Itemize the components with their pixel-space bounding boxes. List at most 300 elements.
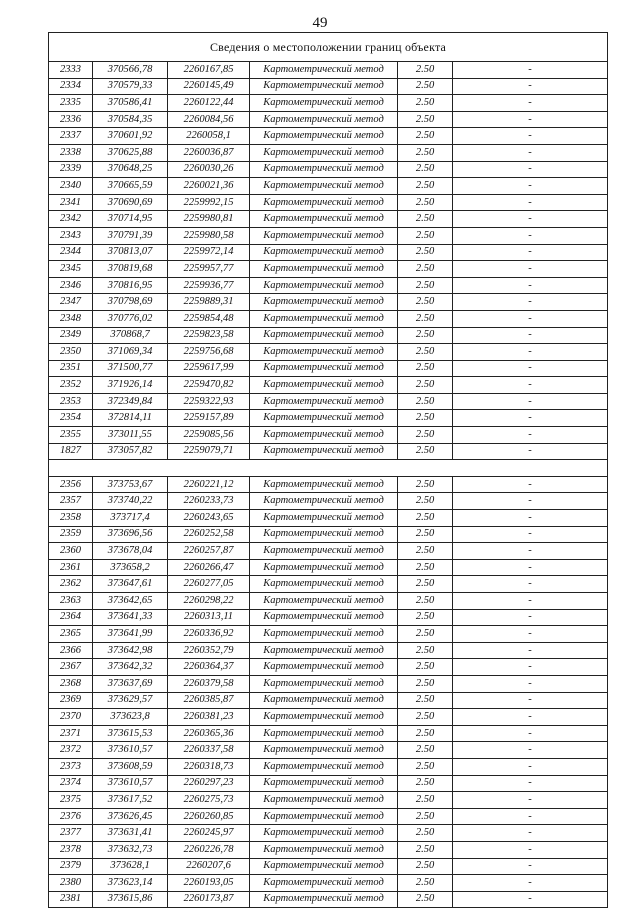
y-coordinate-cell: 2259617,99 bbox=[168, 360, 250, 377]
table-row bbox=[49, 725, 608, 742]
description-cell: - bbox=[453, 493, 608, 510]
section-separator-row bbox=[49, 460, 608, 477]
description-cell: - bbox=[453, 891, 608, 908]
accuracy-cell: 2.50 bbox=[398, 493, 453, 510]
determination-method-cell: Картометрический метод bbox=[250, 476, 398, 493]
accuracy-cell: 2.50 bbox=[398, 410, 453, 427]
y-coordinate-cell: 2260252,58 bbox=[168, 526, 250, 543]
point-number-cell: 2349 bbox=[49, 327, 93, 344]
table-row bbox=[49, 808, 608, 825]
determination-method-cell: Картометрический метод bbox=[250, 443, 398, 460]
x-coordinate-cell: 372814,11 bbox=[93, 410, 168, 427]
determination-method-cell: Картометрический метод bbox=[250, 111, 398, 128]
table-row bbox=[49, 510, 608, 527]
point-number-cell: 2357 bbox=[49, 493, 93, 510]
table-row bbox=[49, 62, 608, 79]
description-cell: - bbox=[453, 808, 608, 825]
point-number-cell: 2333 bbox=[49, 62, 93, 79]
accuracy-cell: 2.50 bbox=[398, 443, 453, 460]
y-coordinate-cell: 2259470,82 bbox=[168, 377, 250, 394]
table-row bbox=[49, 410, 608, 427]
table-row bbox=[49, 609, 608, 626]
point-number-cell: 2380 bbox=[49, 875, 93, 892]
table-row bbox=[49, 891, 608, 908]
determination-method-cell: Картометрический метод bbox=[250, 277, 398, 294]
x-coordinate-cell: 370648,25 bbox=[93, 161, 168, 178]
determination-method-cell: Картометрический метод bbox=[250, 128, 398, 145]
y-coordinate-cell: 2260226,78 bbox=[168, 841, 250, 858]
point-number-cell: 2345 bbox=[49, 261, 93, 278]
point-number-cell: 2340 bbox=[49, 178, 93, 195]
determination-method-cell: Картометрический метод bbox=[250, 526, 398, 543]
y-coordinate-cell: 2260058,1 bbox=[168, 128, 250, 145]
table-row bbox=[49, 593, 608, 610]
table-row bbox=[49, 526, 608, 543]
point-number-cell: 2374 bbox=[49, 775, 93, 792]
y-coordinate-cell: 2260266,47 bbox=[168, 559, 250, 576]
determination-method-cell: Картометрический метод bbox=[250, 841, 398, 858]
description-cell: - bbox=[453, 775, 608, 792]
x-coordinate-cell: 370791,39 bbox=[93, 227, 168, 244]
determination-method-cell: Картометрический метод bbox=[250, 742, 398, 759]
description-cell: - bbox=[453, 128, 608, 145]
y-coordinate-cell: 2260207,6 bbox=[168, 858, 250, 875]
x-coordinate-cell: 373642,65 bbox=[93, 593, 168, 610]
table-row bbox=[49, 559, 608, 576]
table-row bbox=[49, 277, 608, 294]
table-row bbox=[49, 178, 608, 195]
description-cell: - bbox=[453, 526, 608, 543]
y-coordinate-cell: 2260277,05 bbox=[168, 576, 250, 593]
point-number-cell: 2353 bbox=[49, 393, 93, 410]
table-row bbox=[49, 194, 608, 211]
y-coordinate-cell: 2260318,73 bbox=[168, 758, 250, 775]
table-row bbox=[49, 344, 608, 361]
x-coordinate-cell: 373628,1 bbox=[93, 858, 168, 875]
accuracy-cell: 2.50 bbox=[398, 211, 453, 228]
accuracy-cell: 2.50 bbox=[398, 62, 453, 79]
table-row bbox=[49, 875, 608, 892]
determination-method-cell: Картометрический метод bbox=[250, 510, 398, 527]
y-coordinate-cell: 2260233,73 bbox=[168, 493, 250, 510]
x-coordinate-cell: 370868,7 bbox=[93, 327, 168, 344]
y-coordinate-cell: 2260337,58 bbox=[168, 742, 250, 759]
description-cell: - bbox=[453, 659, 608, 676]
y-coordinate-cell: 2260193,05 bbox=[168, 875, 250, 892]
description-cell: - bbox=[453, 543, 608, 560]
accuracy-cell: 2.50 bbox=[398, 227, 453, 244]
table-row bbox=[49, 111, 608, 128]
accuracy-cell: 2.50 bbox=[398, 709, 453, 726]
x-coordinate-cell: 373632,73 bbox=[93, 841, 168, 858]
y-coordinate-cell: 2259079,71 bbox=[168, 443, 250, 460]
x-coordinate-cell: 373610,57 bbox=[93, 775, 168, 792]
x-coordinate-cell: 370690,69 bbox=[93, 194, 168, 211]
point-number-cell: 2354 bbox=[49, 410, 93, 427]
y-coordinate-cell: 2259992,15 bbox=[168, 194, 250, 211]
determination-method-cell: Картометрический метод bbox=[250, 344, 398, 361]
description-cell: - bbox=[453, 261, 608, 278]
determination-method-cell: Картометрический метод bbox=[250, 675, 398, 692]
point-number-cell: 2338 bbox=[49, 144, 93, 161]
y-coordinate-cell: 2260297,23 bbox=[168, 775, 250, 792]
x-coordinate-cell: 373740,22 bbox=[93, 493, 168, 510]
accuracy-cell: 2.50 bbox=[398, 310, 453, 327]
accuracy-cell: 2.50 bbox=[398, 875, 453, 892]
point-number-cell: 2378 bbox=[49, 841, 93, 858]
x-coordinate-cell: 373647,61 bbox=[93, 576, 168, 593]
point-number-cell: 2362 bbox=[49, 576, 93, 593]
y-coordinate-cell: 2260381,23 bbox=[168, 709, 250, 726]
table-row bbox=[49, 642, 608, 659]
point-number-cell: 2366 bbox=[49, 642, 93, 659]
x-coordinate-cell: 370579,33 bbox=[93, 78, 168, 95]
x-coordinate-cell: 370819,68 bbox=[93, 261, 168, 278]
x-coordinate-cell: 371500,77 bbox=[93, 360, 168, 377]
table-row bbox=[49, 841, 608, 858]
description-cell: - bbox=[453, 344, 608, 361]
point-number-cell: 2360 bbox=[49, 543, 93, 560]
description-cell: - bbox=[453, 360, 608, 377]
x-coordinate-cell: 370665,59 bbox=[93, 178, 168, 195]
accuracy-cell: 2.50 bbox=[398, 792, 453, 809]
accuracy-cell: 2.50 bbox=[398, 344, 453, 361]
x-coordinate-cell: 370776,02 bbox=[93, 310, 168, 327]
description-cell: - bbox=[453, 875, 608, 892]
point-number-cell: 2350 bbox=[49, 344, 93, 361]
y-coordinate-cell: 2260036,87 bbox=[168, 144, 250, 161]
y-coordinate-cell: 2260167,85 bbox=[168, 62, 250, 79]
table-row bbox=[49, 675, 608, 692]
description-cell: - bbox=[453, 178, 608, 195]
x-coordinate-cell: 370813,07 bbox=[93, 244, 168, 261]
y-coordinate-cell: 2260021,36 bbox=[168, 178, 250, 195]
x-coordinate-cell: 373678,04 bbox=[93, 543, 168, 560]
boundary-coordinates-table bbox=[48, 32, 608, 908]
table-row bbox=[49, 211, 608, 228]
accuracy-cell: 2.50 bbox=[398, 841, 453, 858]
accuracy-cell: 2.50 bbox=[398, 161, 453, 178]
determination-method-cell: Картометрический метод bbox=[250, 725, 398, 742]
accuracy-cell: 2.50 bbox=[398, 294, 453, 311]
table-row bbox=[49, 294, 608, 311]
y-coordinate-cell: 2260385,87 bbox=[168, 692, 250, 709]
description-cell: - bbox=[453, 277, 608, 294]
accuracy-cell: 2.50 bbox=[398, 758, 453, 775]
y-coordinate-cell: 2259972,14 bbox=[168, 244, 250, 261]
point-number-cell: 1827 bbox=[49, 443, 93, 460]
description-cell: - bbox=[453, 559, 608, 576]
table-row bbox=[49, 261, 608, 278]
y-coordinate-cell: 2259936,77 bbox=[168, 277, 250, 294]
determination-method-cell: Картометрический метод bbox=[250, 194, 398, 211]
accuracy-cell: 2.50 bbox=[398, 327, 453, 344]
description-cell: - bbox=[453, 78, 608, 95]
table-title: Сведения о местоположении границ объекта bbox=[49, 33, 608, 62]
point-number-cell: 2341 bbox=[49, 194, 93, 211]
section-separator-cell bbox=[49, 460, 608, 477]
table-row bbox=[49, 327, 608, 344]
accuracy-cell: 2.50 bbox=[398, 692, 453, 709]
y-coordinate-cell: 2259980,81 bbox=[168, 211, 250, 228]
point-number-cell: 2355 bbox=[49, 427, 93, 444]
y-coordinate-cell: 2259322,93 bbox=[168, 393, 250, 410]
table-row bbox=[49, 476, 608, 493]
description-cell: - bbox=[453, 410, 608, 427]
determination-method-cell: Картометрический метод bbox=[250, 261, 398, 278]
x-coordinate-cell: 373626,45 bbox=[93, 808, 168, 825]
determination-method-cell: Картометрический метод bbox=[250, 659, 398, 676]
determination-method-cell: Картометрический метод bbox=[250, 543, 398, 560]
table-row bbox=[49, 427, 608, 444]
x-coordinate-cell: 373631,41 bbox=[93, 825, 168, 842]
y-coordinate-cell: 2260365,36 bbox=[168, 725, 250, 742]
table-row bbox=[49, 543, 608, 560]
determination-method-cell: Картометрический метод bbox=[250, 178, 398, 195]
description-cell: - bbox=[453, 310, 608, 327]
description-cell: - bbox=[453, 211, 608, 228]
accuracy-cell: 2.50 bbox=[398, 725, 453, 742]
description-cell: - bbox=[453, 227, 608, 244]
table-row bbox=[49, 493, 608, 510]
point-number-cell: 2375 bbox=[49, 792, 93, 809]
determination-method-cell: Картометрический метод bbox=[250, 493, 398, 510]
y-coordinate-cell: 2260379,58 bbox=[168, 675, 250, 692]
y-coordinate-cell: 2259756,68 bbox=[168, 344, 250, 361]
point-number-cell: 2363 bbox=[49, 593, 93, 610]
y-coordinate-cell: 2260173,87 bbox=[168, 891, 250, 908]
table-row bbox=[49, 244, 608, 261]
determination-method-cell: Картометрический метод bbox=[250, 393, 398, 410]
page-number: 49 bbox=[312, 15, 328, 31]
y-coordinate-cell: 2259957,77 bbox=[168, 261, 250, 278]
accuracy-cell: 2.50 bbox=[398, 244, 453, 261]
x-coordinate-cell: 373623,14 bbox=[93, 875, 168, 892]
table-row bbox=[49, 393, 608, 410]
table-row bbox=[49, 825, 608, 842]
determination-method-cell: Картометрический метод bbox=[250, 626, 398, 643]
accuracy-cell: 2.50 bbox=[398, 178, 453, 195]
description-cell: - bbox=[453, 642, 608, 659]
description-cell: - bbox=[453, 377, 608, 394]
point-number-cell: 2347 bbox=[49, 294, 93, 311]
x-coordinate-cell: 373642,98 bbox=[93, 642, 168, 659]
table-row bbox=[49, 858, 608, 875]
point-number-cell: 2343 bbox=[49, 227, 93, 244]
description-cell: - bbox=[453, 593, 608, 610]
table-row bbox=[49, 692, 608, 709]
x-coordinate-cell: 373642,32 bbox=[93, 659, 168, 676]
x-coordinate-cell: 373637,69 bbox=[93, 675, 168, 692]
accuracy-cell: 2.50 bbox=[398, 194, 453, 211]
determination-method-cell: Картометрический метод bbox=[250, 792, 398, 809]
point-number-cell: 2348 bbox=[49, 310, 93, 327]
accuracy-cell: 2.50 bbox=[398, 377, 453, 394]
table-row bbox=[49, 360, 608, 377]
description-cell: - bbox=[453, 758, 608, 775]
table-title-row bbox=[49, 33, 608, 62]
description-cell: - bbox=[453, 626, 608, 643]
table-row bbox=[49, 144, 608, 161]
accuracy-cell: 2.50 bbox=[398, 144, 453, 161]
x-coordinate-cell: 373610,57 bbox=[93, 742, 168, 759]
boundary-table-container bbox=[48, 32, 607, 908]
x-coordinate-cell: 373617,52 bbox=[93, 792, 168, 809]
x-coordinate-cell: 371069,34 bbox=[93, 344, 168, 361]
x-coordinate-cell: 370714,95 bbox=[93, 211, 168, 228]
x-coordinate-cell: 371926,14 bbox=[93, 377, 168, 394]
y-coordinate-cell: 2260336,92 bbox=[168, 626, 250, 643]
point-number-cell: 2361 bbox=[49, 559, 93, 576]
accuracy-cell: 2.50 bbox=[398, 593, 453, 610]
x-coordinate-cell: 373641,33 bbox=[93, 609, 168, 626]
accuracy-cell: 2.50 bbox=[398, 95, 453, 112]
point-number-cell: 2346 bbox=[49, 277, 93, 294]
x-coordinate-cell: 373717,4 bbox=[93, 510, 168, 527]
accuracy-cell: 2.50 bbox=[398, 476, 453, 493]
point-number-cell: 2344 bbox=[49, 244, 93, 261]
point-number-cell: 2368 bbox=[49, 675, 93, 692]
x-coordinate-cell: 373615,53 bbox=[93, 725, 168, 742]
accuracy-cell: 2.50 bbox=[398, 808, 453, 825]
description-cell: - bbox=[453, 725, 608, 742]
determination-method-cell: Картометрический метод bbox=[250, 891, 398, 908]
determination-method-cell: Картометрический метод bbox=[250, 244, 398, 261]
accuracy-cell: 2.50 bbox=[398, 427, 453, 444]
table-row bbox=[49, 161, 608, 178]
accuracy-cell: 2.50 bbox=[398, 576, 453, 593]
y-coordinate-cell: 2259854,48 bbox=[168, 310, 250, 327]
determination-method-cell: Картометрический метод bbox=[250, 875, 398, 892]
point-number-cell: 2370 bbox=[49, 709, 93, 726]
table-row bbox=[49, 775, 608, 792]
description-cell: - bbox=[453, 576, 608, 593]
x-coordinate-cell: 370584,35 bbox=[93, 111, 168, 128]
y-coordinate-cell: 2260030,26 bbox=[168, 161, 250, 178]
accuracy-cell: 2.50 bbox=[398, 626, 453, 643]
point-number-cell: 2335 bbox=[49, 95, 93, 112]
point-number-cell: 2379 bbox=[49, 858, 93, 875]
y-coordinate-cell: 2260243,65 bbox=[168, 510, 250, 527]
point-number-cell: 2339 bbox=[49, 161, 93, 178]
determination-method-cell: Картометрический метод bbox=[250, 161, 398, 178]
y-coordinate-cell: 2260221,12 bbox=[168, 476, 250, 493]
x-coordinate-cell: 370586,41 bbox=[93, 95, 168, 112]
description-cell: - bbox=[453, 294, 608, 311]
x-coordinate-cell: 373615,86 bbox=[93, 891, 168, 908]
x-coordinate-cell: 372349,84 bbox=[93, 393, 168, 410]
point-number-cell: 2369 bbox=[49, 692, 93, 709]
description-cell: - bbox=[453, 692, 608, 709]
y-coordinate-cell: 2259889,31 bbox=[168, 294, 250, 311]
table-row bbox=[49, 792, 608, 809]
accuracy-cell: 2.50 bbox=[398, 543, 453, 560]
description-cell: - bbox=[453, 95, 608, 112]
x-coordinate-cell: 373629,57 bbox=[93, 692, 168, 709]
determination-method-cell: Картометрический метод bbox=[250, 377, 398, 394]
accuracy-cell: 2.50 bbox=[398, 825, 453, 842]
description-cell: - bbox=[453, 144, 608, 161]
y-coordinate-cell: 2260260,85 bbox=[168, 808, 250, 825]
determination-method-cell: Картометрический метод bbox=[250, 825, 398, 842]
point-number-cell: 2377 bbox=[49, 825, 93, 842]
determination-method-cell: Картометрический метод bbox=[250, 144, 398, 161]
y-coordinate-cell: 2259085,56 bbox=[168, 427, 250, 444]
description-cell: - bbox=[453, 825, 608, 842]
accuracy-cell: 2.50 bbox=[398, 609, 453, 626]
point-number-cell: 2342 bbox=[49, 211, 93, 228]
determination-method-cell: Картометрический метод bbox=[250, 758, 398, 775]
point-number-cell: 2337 bbox=[49, 128, 93, 145]
determination-method-cell: Картометрический метод bbox=[250, 62, 398, 79]
description-cell: - bbox=[453, 510, 608, 527]
table-row bbox=[49, 95, 608, 112]
y-coordinate-cell: 2259823,58 bbox=[168, 327, 250, 344]
accuracy-cell: 2.50 bbox=[398, 78, 453, 95]
x-coordinate-cell: 370566,78 bbox=[93, 62, 168, 79]
x-coordinate-cell: 370798,69 bbox=[93, 294, 168, 311]
description-cell: - bbox=[453, 476, 608, 493]
accuracy-cell: 2.50 bbox=[398, 559, 453, 576]
point-number-cell: 2371 bbox=[49, 725, 93, 742]
y-coordinate-cell: 2260145,49 bbox=[168, 78, 250, 95]
point-number-cell: 2365 bbox=[49, 626, 93, 643]
point-number-cell: 2376 bbox=[49, 808, 93, 825]
point-number-cell: 2367 bbox=[49, 659, 93, 676]
accuracy-cell: 2.50 bbox=[398, 277, 453, 294]
table-row bbox=[49, 377, 608, 394]
point-number-cell: 2359 bbox=[49, 526, 93, 543]
accuracy-cell: 2.50 bbox=[398, 891, 453, 908]
determination-method-cell: Картометрический метод bbox=[250, 559, 398, 576]
table-row bbox=[49, 78, 608, 95]
y-coordinate-cell: 2260084,56 bbox=[168, 111, 250, 128]
determination-method-cell: Картометрический метод bbox=[250, 692, 398, 709]
x-coordinate-cell: 373608,59 bbox=[93, 758, 168, 775]
x-coordinate-cell: 373623,8 bbox=[93, 709, 168, 726]
accuracy-cell: 2.50 bbox=[398, 659, 453, 676]
description-cell: - bbox=[453, 62, 608, 79]
description-cell: - bbox=[453, 393, 608, 410]
point-number-cell: 2364 bbox=[49, 609, 93, 626]
description-cell: - bbox=[453, 675, 608, 692]
x-coordinate-cell: 370601,92 bbox=[93, 128, 168, 145]
point-number-cell: 2358 bbox=[49, 510, 93, 527]
description-cell: - bbox=[453, 742, 608, 759]
y-coordinate-cell: 2260122,44 bbox=[168, 95, 250, 112]
description-cell: - bbox=[453, 244, 608, 261]
table-row bbox=[49, 758, 608, 775]
x-coordinate-cell: 373753,67 bbox=[93, 476, 168, 493]
determination-method-cell: Картометрический метод bbox=[250, 775, 398, 792]
accuracy-cell: 2.50 bbox=[398, 360, 453, 377]
determination-method-cell: Картометрический метод bbox=[250, 78, 398, 95]
point-number-cell: 2352 bbox=[49, 377, 93, 394]
determination-method-cell: Картометрический метод bbox=[250, 95, 398, 112]
y-coordinate-cell: 2260364,37 bbox=[168, 659, 250, 676]
x-coordinate-cell: 373011,55 bbox=[93, 427, 168, 444]
determination-method-cell: Картометрический метод bbox=[250, 227, 398, 244]
accuracy-cell: 2.50 bbox=[398, 675, 453, 692]
y-coordinate-cell: 2260313,11 bbox=[168, 609, 250, 626]
description-cell: - bbox=[453, 709, 608, 726]
y-coordinate-cell: 2260298,22 bbox=[168, 593, 250, 610]
determination-method-cell: Картометрический метод bbox=[250, 427, 398, 444]
determination-method-cell: Картометрический метод bbox=[250, 593, 398, 610]
x-coordinate-cell: 373057,82 bbox=[93, 443, 168, 460]
determination-method-cell: Картометрический метод bbox=[250, 709, 398, 726]
description-cell: - bbox=[453, 327, 608, 344]
